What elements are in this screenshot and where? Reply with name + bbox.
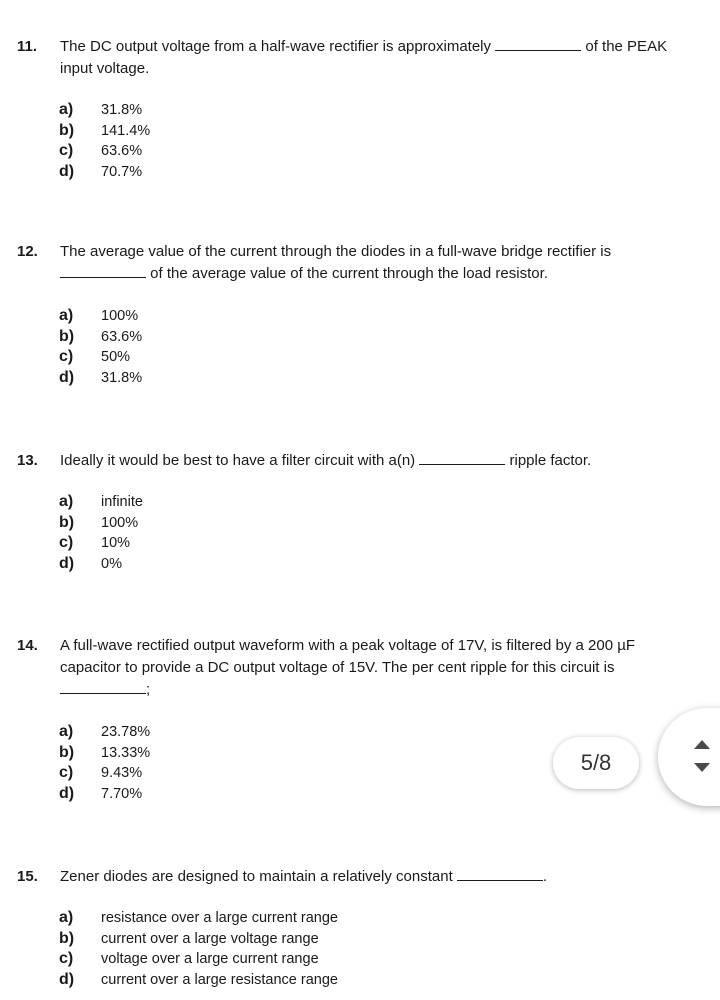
option-letter: b) [59, 327, 75, 345]
answer-blank [457, 866, 543, 881]
option-text: current over a large resistance range [101, 971, 338, 988]
options-list [59, 100, 150, 182]
option-d [59, 368, 142, 389]
option-text: voltage over a large current range [101, 951, 319, 967]
option-c [59, 763, 150, 784]
option-text: 10% [101, 535, 131, 551]
option-letter: b) [59, 743, 75, 761]
option-a [59, 722, 150, 743]
question-number: 14. [17, 637, 38, 654]
option-letter: d) [59, 162, 75, 180]
option-c [59, 347, 142, 368]
question-number: 13. [17, 452, 38, 469]
answer-blank [60, 679, 146, 694]
option-letter: b) [59, 513, 75, 531]
question-text [60, 36, 675, 80]
option-text: resistance over a large current range [101, 910, 338, 926]
option-letter: d) [59, 554, 75, 572]
option-letter: a) [59, 101, 74, 118]
option-text: 100% [101, 308, 139, 324]
question-text-before: Ideally it would be best to have a filter circuit with a(n) [60, 452, 416, 469]
option-b [59, 743, 150, 764]
option-text: 63.6% [101, 143, 143, 159]
option-text: 70.7% [101, 163, 143, 180]
question-text-after: of the PEAK input voltage. [60, 38, 668, 77]
question-number: 11. [17, 38, 38, 55]
question-text-after: . [542, 868, 548, 885]
page-indicator: 5/8 [553, 737, 639, 789]
option-b [59, 513, 143, 534]
option-d [59, 784, 150, 805]
option-b [59, 929, 338, 950]
options-list [59, 722, 150, 804]
option-text: 7.70% [101, 785, 143, 802]
option-letter: a) [59, 909, 74, 926]
option-letter: d) [59, 368, 75, 386]
option-d [59, 554, 143, 575]
option-b [59, 121, 150, 142]
option-text: 23.78% [101, 724, 151, 740]
option-letter: c) [59, 142, 74, 159]
option-letter: c) [59, 764, 74, 781]
question-text-before: Zener diodes are designed to maintain a relatively constant [60, 868, 453, 885]
option-letter: a) [59, 307, 74, 324]
option-text: 50% [101, 349, 131, 365]
answer-blank [60, 263, 146, 278]
question-text-before: The DC output voltage from a half-wave rectifier is approximately [60, 38, 492, 55]
option-a [59, 306, 142, 327]
option-text: 13.33% [101, 744, 151, 761]
question-text-after: ripple factor. [509, 452, 592, 469]
question-text [60, 241, 675, 285]
option-letter: b) [59, 929, 75, 947]
option-text: 0% [101, 555, 122, 572]
option-d [59, 162, 150, 183]
option-letter: c) [59, 348, 74, 365]
answer-blank [419, 450, 505, 465]
question-text-after: of the average value of the current through the load resistor. [150, 265, 548, 282]
option-a [59, 100, 150, 121]
option-c [59, 949, 338, 970]
option-c [59, 141, 150, 162]
question-text [60, 635, 675, 701]
option-text: 31.8% [101, 102, 143, 118]
answer-blank [495, 36, 581, 51]
options-list [59, 306, 142, 388]
question-text [60, 866, 675, 888]
option-b [59, 327, 142, 348]
option-letter: c) [59, 534, 74, 551]
fast-scroll-handle[interactable] [658, 708, 720, 806]
question-text-after: ; [146, 681, 151, 698]
option-text: 31.8% [101, 369, 143, 386]
options-list [59, 908, 338, 990]
option-text: 63.6% [101, 328, 143, 345]
option-text: 141.4% [101, 122, 151, 139]
question-number: 12. [17, 243, 38, 260]
option-a [59, 492, 143, 513]
option-letter: c) [59, 950, 74, 967]
option-d [59, 970, 338, 991]
option-letter: a) [59, 723, 74, 740]
options-list [59, 492, 143, 574]
option-letter: d) [59, 784, 75, 802]
option-c [59, 533, 143, 554]
option-text: 100% [101, 514, 139, 531]
option-letter: a) [59, 493, 74, 510]
scroll-down-icon [694, 763, 710, 772]
option-letter: b) [59, 121, 75, 139]
option-text: 9.43% [101, 765, 143, 781]
scroll-up-icon [694, 740, 710, 749]
question-text [60, 450, 675, 472]
question-text-before: The average value of the current through the diodes in a full-wave bridge rectifier is [60, 243, 612, 260]
option-text: infinite [101, 494, 143, 510]
option-a [59, 908, 338, 929]
option-text: current over a large voltage range [101, 930, 319, 947]
question-text-before: A full-wave rectified output waveform with a peak voltage of 17V, is filtered by a 200 µF capacitor to provide a DC output voltage of 15V. The per cent ripple for this circuit is [60, 637, 636, 676]
question-number: 15. [17, 868, 38, 885]
option-letter: d) [59, 970, 75, 988]
